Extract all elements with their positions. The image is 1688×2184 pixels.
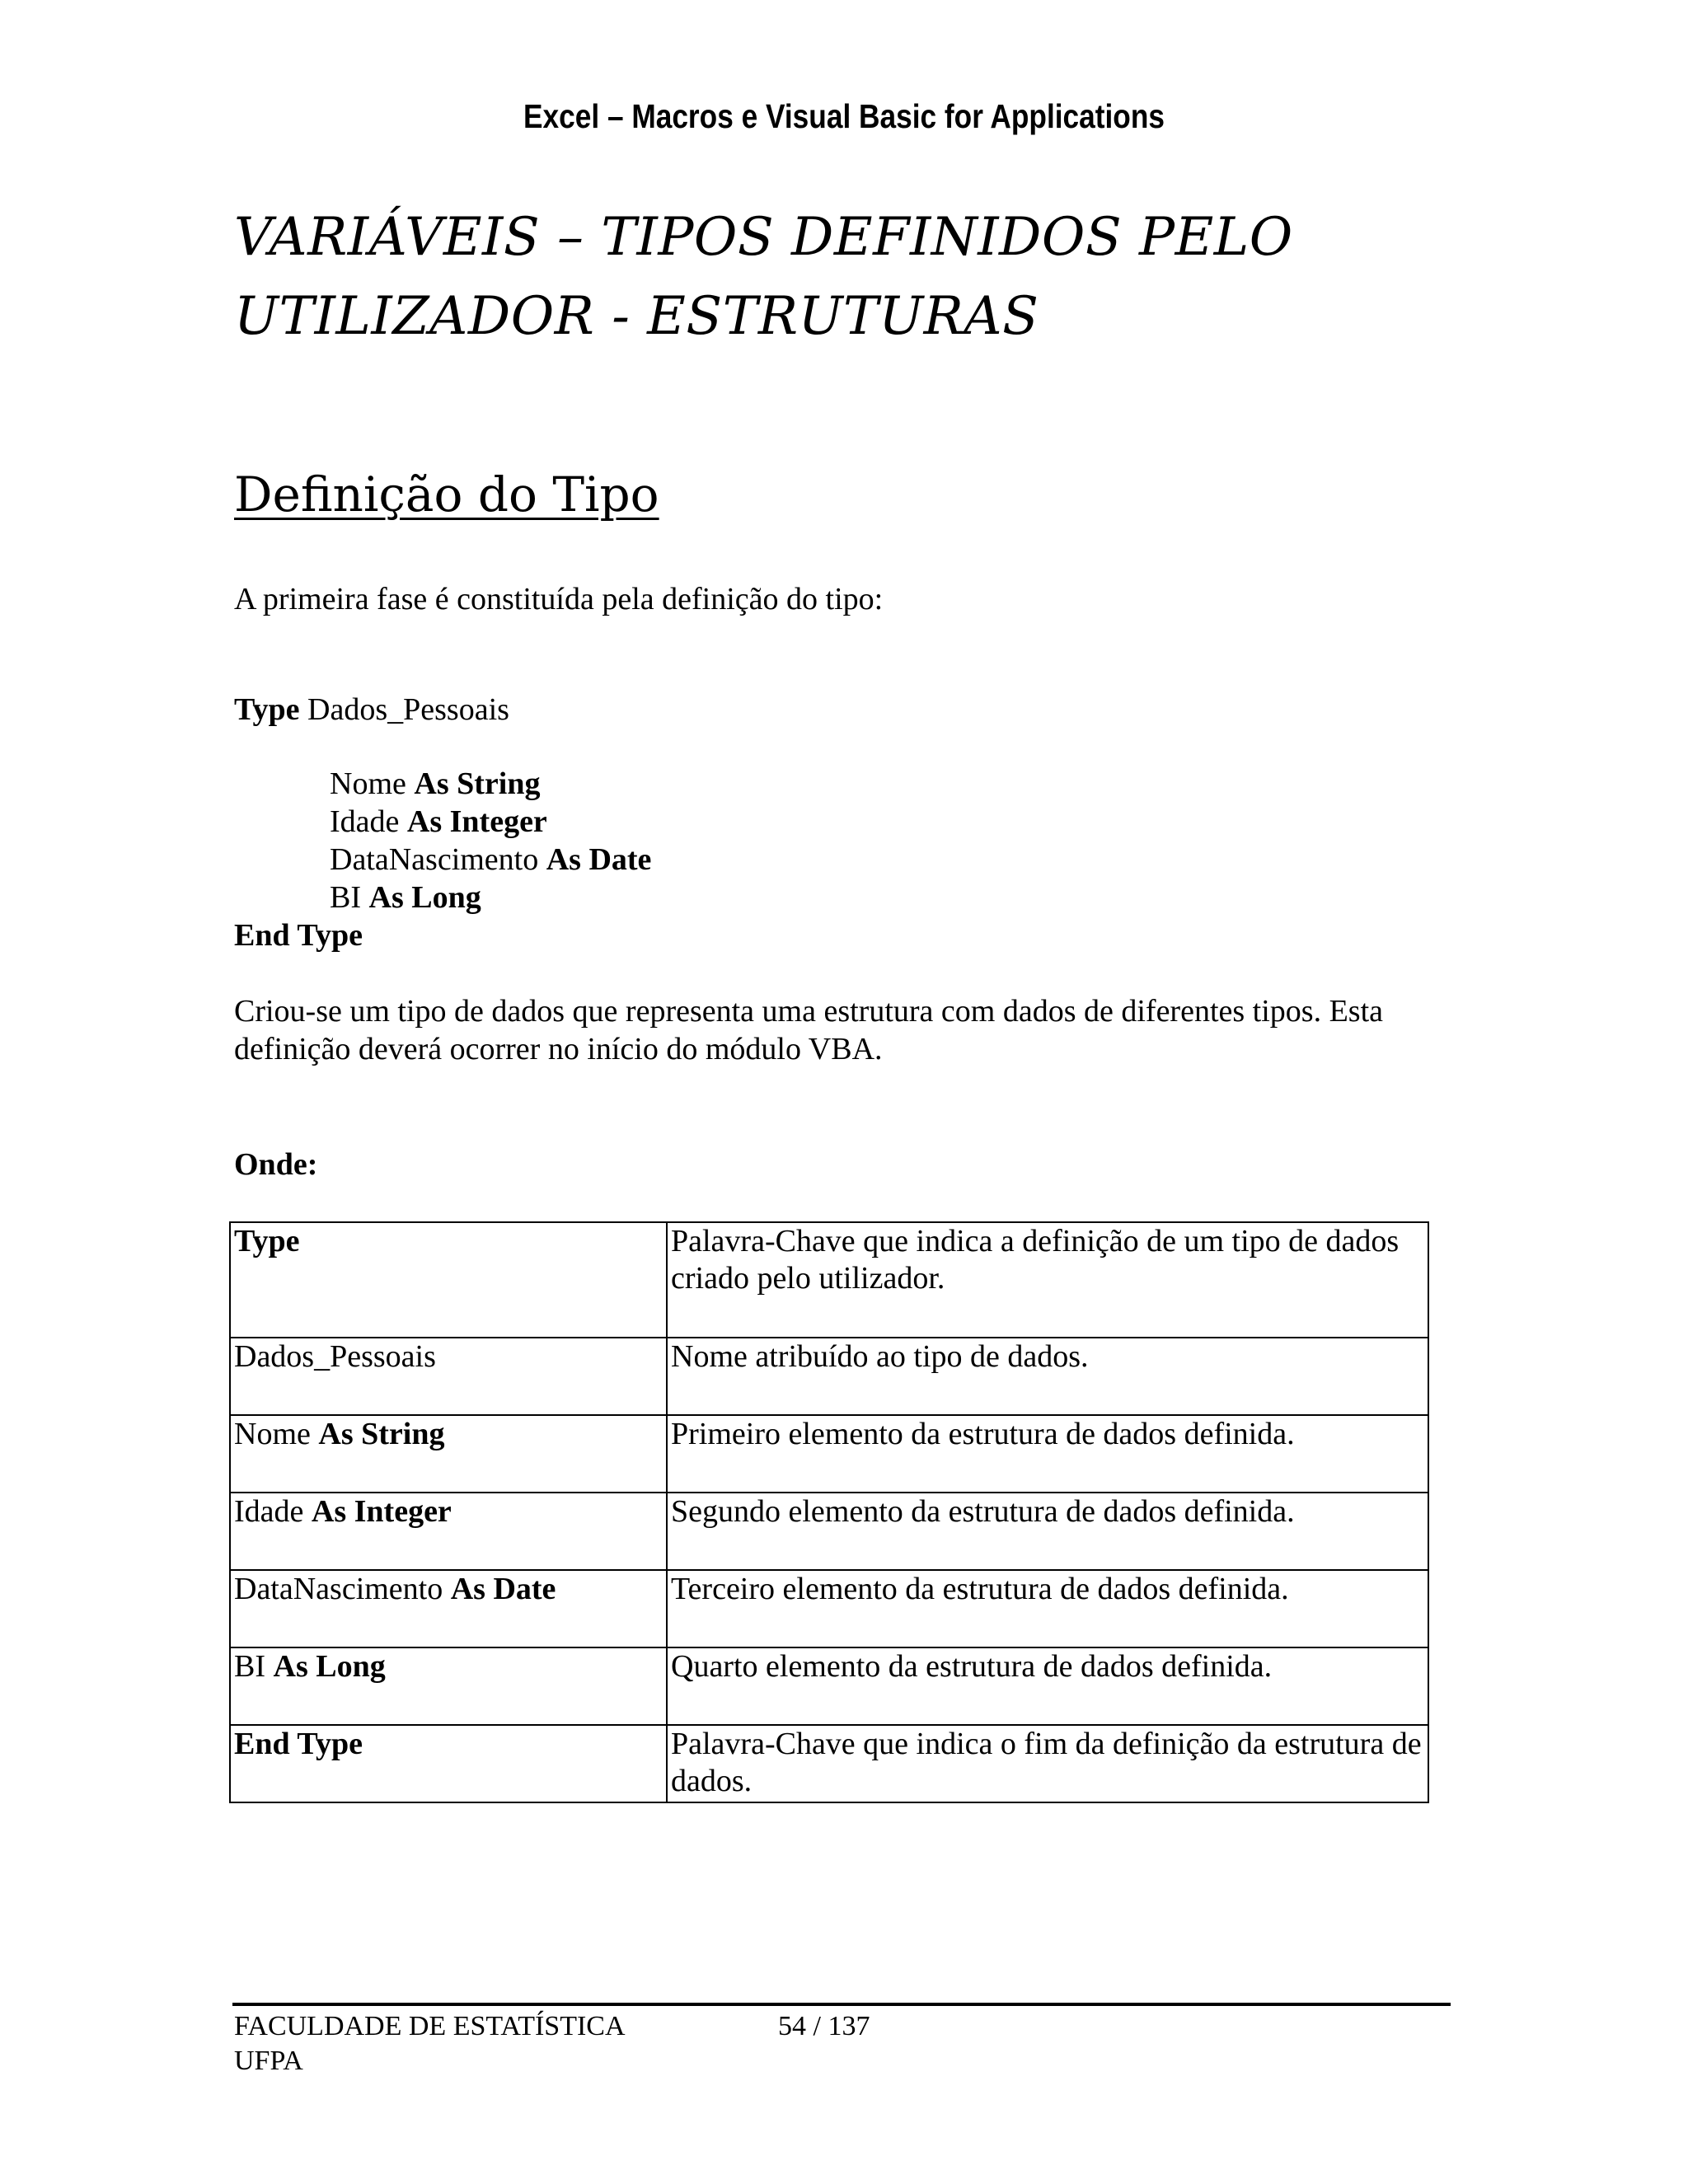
code-field-decl: As String [414, 766, 541, 801]
code-field-name: Idade [330, 804, 407, 839]
description-paragraph: Criou-se um tipo de dados que representa uma estrutura com dados de diferentes tipos. Esta definição deverá ocorrer no início do módulo VBA. [234, 994, 1383, 1066]
term-plain: BI [234, 1649, 274, 1684]
term-bold: As Date [450, 1572, 556, 1606]
page-number: 54 / 137 [778, 2011, 870, 2041]
table-row [230, 1647, 1428, 1725]
table-desc-cell: Terceiro elemento da estrutura de dados definida. [667, 1570, 1428, 1647]
code-end-keyword: End Type [234, 918, 363, 953]
term-bold: As Long [273, 1649, 386, 1684]
table-desc-cell: Palavra-Chave que indica a definição de um tipo de dados criado pelo utilizador. [667, 1222, 1428, 1338]
table-term-cell [230, 1570, 667, 1647]
table-row [230, 1725, 1428, 1802]
table-desc-cell: Palavra-Chave que indica o fim da definição da estrutura de dados. [667, 1725, 1428, 1802]
code-block [234, 691, 651, 954]
code-type-keyword: Type [234, 692, 300, 727]
table-desc-cell: Quarto elemento da estrutura de dados definida. [667, 1647, 1428, 1725]
code-type-name: Dados_Pessoais [299, 692, 509, 727]
footer-university: UFPA [234, 2046, 303, 2076]
table-desc-cell: Primeiro elemento da estrutura de dados definida. [667, 1415, 1428, 1493]
table-row [230, 1338, 1428, 1415]
code-field-line [234, 803, 651, 841]
code-type-line [234, 691, 651, 729]
table-term-cell [230, 1415, 667, 1493]
footer-divider [232, 2003, 1451, 2006]
footer-institution-block [234, 2009, 626, 2079]
code-field-decl: As Integer [406, 804, 547, 839]
table-row [230, 1415, 1428, 1493]
code-field-decl: As Long [368, 880, 481, 915]
chapter-title-line-2: UTILIZADOR - ESTRUTURAS [234, 286, 1039, 347]
code-field-name: Nome [330, 766, 415, 801]
page-header: Excel – Macros e Visual Basic for Applications [523, 97, 1165, 135]
table-term-cell [230, 1338, 667, 1415]
term-plain: DataNascimento [234, 1572, 451, 1606]
code-field-decl: As Date [546, 842, 652, 877]
table-term-cell [230, 1493, 667, 1570]
table-row [230, 1570, 1428, 1647]
term-plain: Idade [234, 1494, 312, 1529]
code-field-name: DataNascimento [330, 842, 546, 877]
chapter-title-line-1: VARIÁVEIS – TIPOS DEFINIDOS PELO [234, 207, 1293, 268]
code-end-line [234, 916, 651, 954]
code-field-name: BI [330, 880, 369, 915]
term-bold: As String [318, 1417, 445, 1451]
table-row [230, 1222, 1428, 1338]
table-term-cell [230, 1725, 667, 1802]
section-heading: Definição do Tipo [234, 466, 659, 523]
footer-institution: FACULDADE DE ESTATÍSTICA [234, 2011, 626, 2041]
code-field-line [234, 765, 651, 803]
term-plain: Nome [234, 1417, 319, 1451]
term-bold: As Integer [311, 1494, 452, 1529]
table-term-cell [230, 1647, 667, 1725]
definition-table [229, 1221, 1429, 1803]
table-desc-cell: Nome atribuído ao tipo de dados. [667, 1338, 1428, 1415]
intro-paragraph: A primeira fase é constituída pela definição do tipo: [234, 582, 884, 616]
term-bold: End Type [234, 1727, 363, 1761]
term-plain: Dados_Pessoais [234, 1339, 436, 1374]
table-term-cell [230, 1222, 667, 1338]
chapter-title [234, 198, 1293, 356]
code-field-line [234, 879, 651, 916]
code-field-line [234, 841, 651, 879]
term-bold: Type [234, 1224, 300, 1258]
onde-label: Onde: [234, 1147, 318, 1182]
table-desc-cell: Segundo elemento da estrutura de dados definida. [667, 1493, 1428, 1570]
table-row [230, 1493, 1428, 1570]
